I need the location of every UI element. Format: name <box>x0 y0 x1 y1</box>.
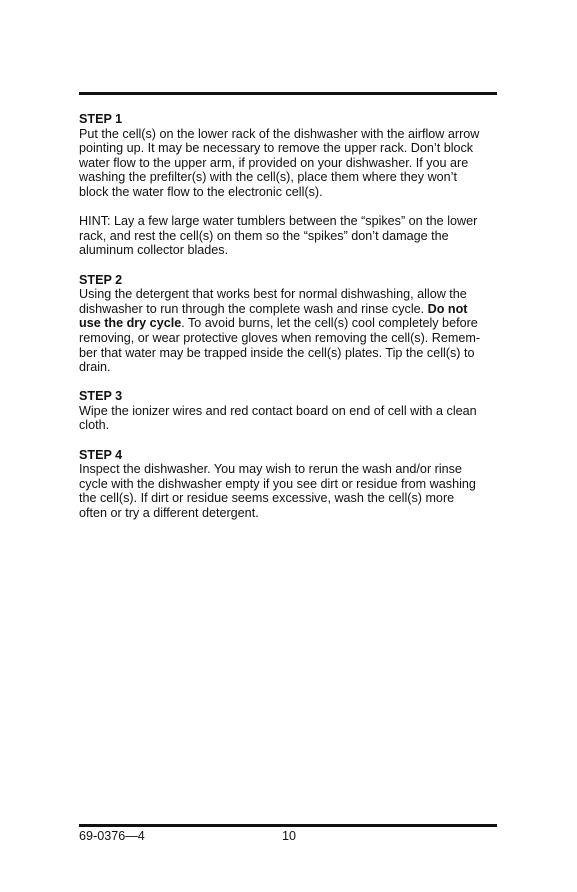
step-2-line: removing, or wear protective gloves when removing the cell(s). Remem- <box>79 330 481 345</box>
dry-cycle-warning: Do not <box>427 301 468 316</box>
step-3-section <box>79 389 499 433</box>
step-1-title: STEP 1 <box>79 112 123 126</box>
step-4-line: often or try a different detergent. <box>79 506 259 521</box>
step-1-line: Put the cell(s) on the lower rack of the dishwasher with the airflow arrow <box>79 126 480 141</box>
instructions-body <box>79 112 499 521</box>
step-3-line: Wipe the ionizer wires and red contact board on end of cell with a clean <box>79 403 477 418</box>
step-2-line: . To avoid burns, let the cell(s) cool completely before <box>181 316 478 331</box>
step-4-line: the cell(s). If dirt or residue seems excessive, wash the cell(s) more <box>79 491 455 506</box>
hint-line: rack, and rest the cell(s) on them so the “spikes” don’t damage the <box>79 228 449 243</box>
page-number: 10 <box>282 829 297 843</box>
document-number: 69-0376—4 <box>79 829 145 843</box>
step-1-line: water flow to the upper arm, if provided on your dishwasher. If you are <box>79 155 469 170</box>
step-2-line: drain. <box>79 360 111 375</box>
bottom-rule <box>79 824 497 827</box>
step-4-title: STEP 4 <box>79 447 123 462</box>
step-4-section <box>79 448 499 521</box>
step-1-line: pointing up. It may be necessary to remove the upper rack. Don’t block <box>79 141 474 156</box>
step-2-title: STEP 2 <box>79 272 123 287</box>
step-3-title: STEP 3 <box>79 389 123 404</box>
hint-line: HINT: Lay a few large water tumblers between the “spikes” on the lower <box>79 214 478 229</box>
step-4-line: cycle with the dishwasher empty if you see dirt or residue from washing <box>79 476 476 491</box>
top-rule <box>79 92 497 95</box>
dry-cycle-warning: use the dry cycle <box>79 316 182 331</box>
step-1-line: washing the prefilter(s) with the cell(s), place them where they won’t <box>79 170 457 185</box>
step-2-line: dishwasher to run through the complete wash and rinse cycle. <box>79 301 428 316</box>
step-2-line: ber that water may be trapped inside the cell(s) plates. Tip the cell(s) to <box>79 345 475 360</box>
step-2-line: Using the detergent that works best for normal dishwashing, allow the <box>79 287 467 302</box>
step-2-text <box>79 287 499 375</box>
hint-section <box>79 214 499 258</box>
hint-line: aluminum collector blades. <box>79 243 229 258</box>
step-1-line: block the water flow to the electronic cell(s). <box>79 184 323 199</box>
step-1-text <box>79 127 499 200</box>
step-4-line: Inspect the dishwasher. You may wish to rerun the wash and/or rinse <box>79 462 462 477</box>
step-1-section <box>79 112 499 200</box>
step-2-section <box>79 273 499 375</box>
step-4-text <box>79 462 499 520</box>
step-3-line: cloth. <box>79 418 110 433</box>
step-3-text <box>79 404 499 433</box>
hint-text <box>79 214 499 258</box>
